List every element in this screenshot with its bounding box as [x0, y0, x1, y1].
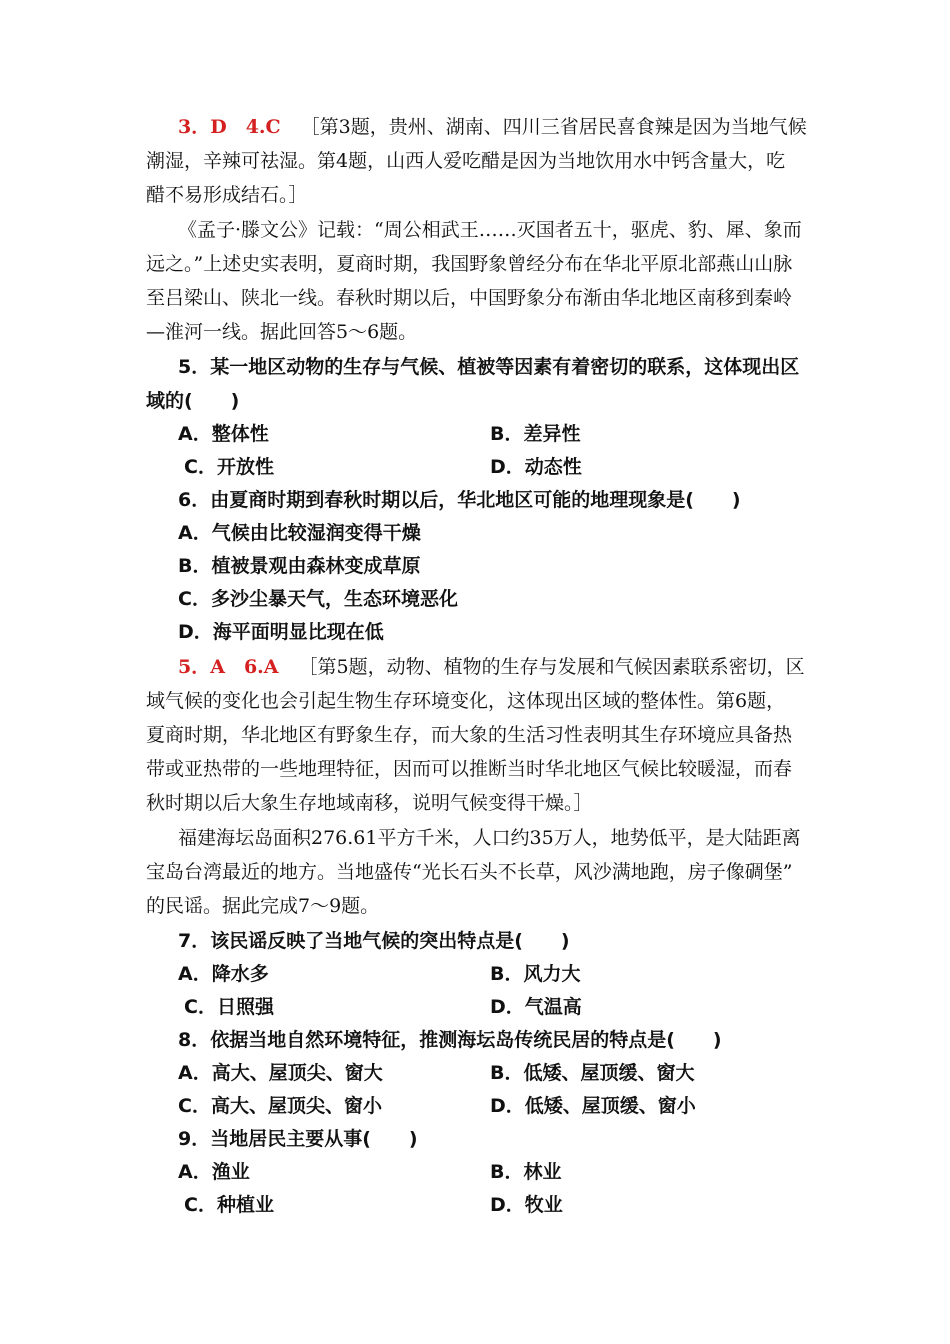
explanation-text: ［第3题，贵州、湖南、四川三省居民喜食辣是因为当地气候: [300, 116, 807, 138]
explanation-line: 夏商时期，华北地区有野象生存，而大象的生活习性表明其生存环境应具备热: [146, 724, 793, 746]
explanation-line: 潮湿，辛辣可祛湿。第4题，山西人爱吃醋是因为当地饮用水中钙含量大，吃: [146, 150, 786, 172]
question-7-stem: 7．该民谣反映了当地气候的突出特点是( ): [178, 930, 570, 952]
option-9d: D．牧业: [490, 1194, 563, 1216]
option-6a: A．气候由比较湿润变得干燥: [178, 522, 421, 544]
passage-line: 远之。”上述史实表明，夏商时期，我国野象曾经分布在华北平原北部燕山山脉: [146, 253, 793, 275]
explanation-text: ［第5题，动物、植物的生存与发展和气候因素联系密切，区: [298, 656, 805, 678]
option-7c: C．日照强: [184, 996, 274, 1018]
option-8a: A．高大、屋顶尖、窗大: [178, 1062, 383, 1084]
explanation-line: 醋不易形成结石。］: [146, 184, 308, 206]
option-5c: C．开放性: [184, 456, 274, 478]
passage-line: 的民谣。据此完成7～9题。: [146, 895, 380, 917]
option-6b: B．植被景观由森林变成草原: [178, 555, 421, 577]
explanation-line: 秋时期以后大象生存地域南移，说明气候变得干燥。］: [146, 792, 593, 814]
explanation-line: 带或亚热带的一些地理特征，因而可以推断当时华北地区气候比较暖湿，而春: [146, 758, 793, 780]
answer-key: 3．D 4.C: [178, 116, 281, 138]
option-5b: B．差异性: [490, 423, 581, 445]
question-5-stem-cont: 域的( ): [146, 390, 240, 412]
question-9-stem: 9．当地居民主要从事( ): [178, 1128, 418, 1150]
question-8-stem: 8．依据当地自然环境特征，推测海坛岛传统民居的特点是( ): [178, 1029, 722, 1051]
option-8c: C．高大、屋顶尖、窗小: [178, 1095, 382, 1117]
option-9a: A．渔业: [178, 1161, 250, 1183]
question-5-stem: 5．某一地区动物的生存与气候、植被等因素有着密切的联系，这体现出区: [178, 356, 800, 378]
passage-line: —淮河一线。据此回答5～6题。: [146, 321, 418, 343]
option-9c: C．种植业: [184, 1194, 274, 1216]
answer-explanation-5-6: [178, 654, 810, 680]
passage-line: 宝岛台湾最近的地方。当地盛传“光长石头不长草，风沙满地跑，房子像碉堡”: [146, 861, 793, 883]
option-8b: B．低矮、屋顶缓、窗大: [490, 1062, 695, 1084]
passage-line: 至吕梁山、陕北一线。春秋时期以后，中国野象分布渐由华北地区南移到秦岭: [146, 287, 793, 309]
option-6c: C．多沙尘暴天气，生态环境恶化: [178, 588, 458, 610]
answer-key: 5．A 6.A: [178, 656, 279, 678]
option-7b: B．风力大: [490, 963, 581, 985]
option-6d: D．海平面明显比现在低: [178, 621, 384, 643]
option-8d: D．低矮、屋顶缓、窗小: [490, 1095, 696, 1117]
option-5d: D．动态性: [490, 456, 582, 478]
option-5a: A．整体性: [178, 423, 269, 445]
explanation-line: 域气候的变化也会引起生物生存环境变化，这体现出区域的整体性。第6题，: [146, 690, 786, 712]
answer-explanation-3-4: [178, 114, 810, 140]
option-7a: A．降水多: [178, 963, 269, 985]
passage-line: 福建海坛岛面积276.61平方千米，人口约35万人，地势低平，是大陆距离: [178, 827, 801, 849]
option-7d: D．气温高: [490, 996, 582, 1018]
option-9b: B．林业: [490, 1161, 562, 1183]
question-6-stem: 6．由夏商时期到春秋时期以后，华北地区可能的地理现象是( ): [178, 489, 741, 511]
passage-line: 《孟子·滕文公》记载：“周公相武王……灭国者五十，驱虎、豹、犀、象而: [178, 219, 802, 241]
